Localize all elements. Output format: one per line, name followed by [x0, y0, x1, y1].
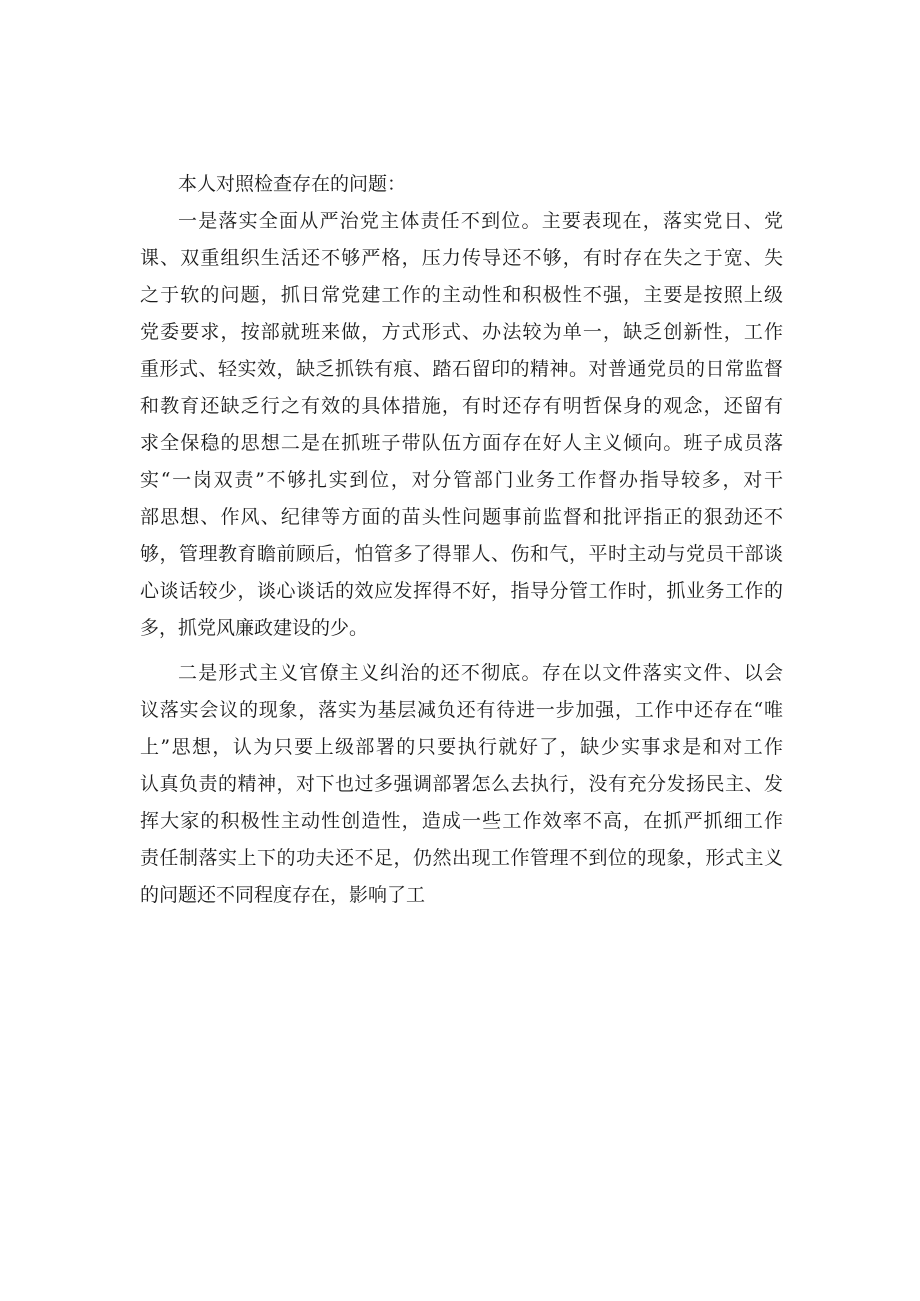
- text-line: 党委要求，按部就班来做，方式形式、办法较为单一，缺乏创新性，工作: [140, 321, 783, 343]
- text-line: 和教育还缺乏行之有效的具体措施，有时还存有明哲保身的观念，还留有: [140, 395, 783, 417]
- text-line: 多，抓党风廉政建设的少。: [140, 617, 369, 639]
- text-line: 认真负责的精神，对下也过多强调部署怎么去执行，没有充分发扬民主、发: [140, 773, 783, 795]
- paragraph-1: [140, 203, 783, 647]
- text-line: 挥大家的积极性主动性创造性，造成一些工作效率不高，在抓严抓细工作: [140, 810, 783, 832]
- text-line: 二是形式主义官僚主义纠治的还不彻底。存在以文件落实文件、以会: [178, 662, 783, 684]
- document-heading: 本人对照检查存在的问题：: [178, 173, 407, 195]
- paragraph-2: [140, 655, 783, 914]
- text-line: 的问题还不同程度存在，影响了工: [140, 884, 426, 906]
- text-line: 心谈话较少，谈心谈话的效应发挥得不好，指导分管工作时，抓业务工作的: [140, 580, 783, 602]
- text-line: 求全保稳的思想二是在抓班子带队伍方面存在好人主义倾向。班子成员落: [140, 432, 783, 454]
- text-line: 重形式、轻实效，缺乏抓铁有痕、踏石留印的精神。对普通党员的日常监督: [140, 358, 783, 380]
- document-body: [140, 166, 783, 914]
- text-line: 之于软的问题，抓日常党建工作的主动性和积极性不强，主要是按照上级: [140, 284, 783, 306]
- text-line: 上”思想，认为只要上级部署的只要执行就好了，缺少实事求是和对工作: [140, 736, 783, 758]
- text-line: 实“一岗双责”不够扎实到位，对分管部门业务工作督办指导较多，对干: [140, 469, 783, 491]
- text-line: 部思想、作风、纪律等方面的苗头性问题事前监督和批评指正的狠劲还不: [140, 506, 783, 528]
- text-line: 一是落实全面从严治党主体责任不到位。主要表现在，落实党日、党: [178, 210, 783, 232]
- text-line: 够，管理教育瞻前顾后，怕管多了得罪人、伤和气，平时主动与党员干部谈: [140, 543, 783, 565]
- text-line: 课、双重组织生活还不够严格，压力传导还不够，有时存在失之于宽、失: [140, 247, 783, 269]
- text-line: 议落实会议的现象，落实为基层减负还有待进一步加强，工作中还存在“唯: [140, 699, 783, 721]
- text-line: 责任制落实上下的功夫还不足，仍然出现工作管理不到位的现象，形式主义: [140, 847, 783, 869]
